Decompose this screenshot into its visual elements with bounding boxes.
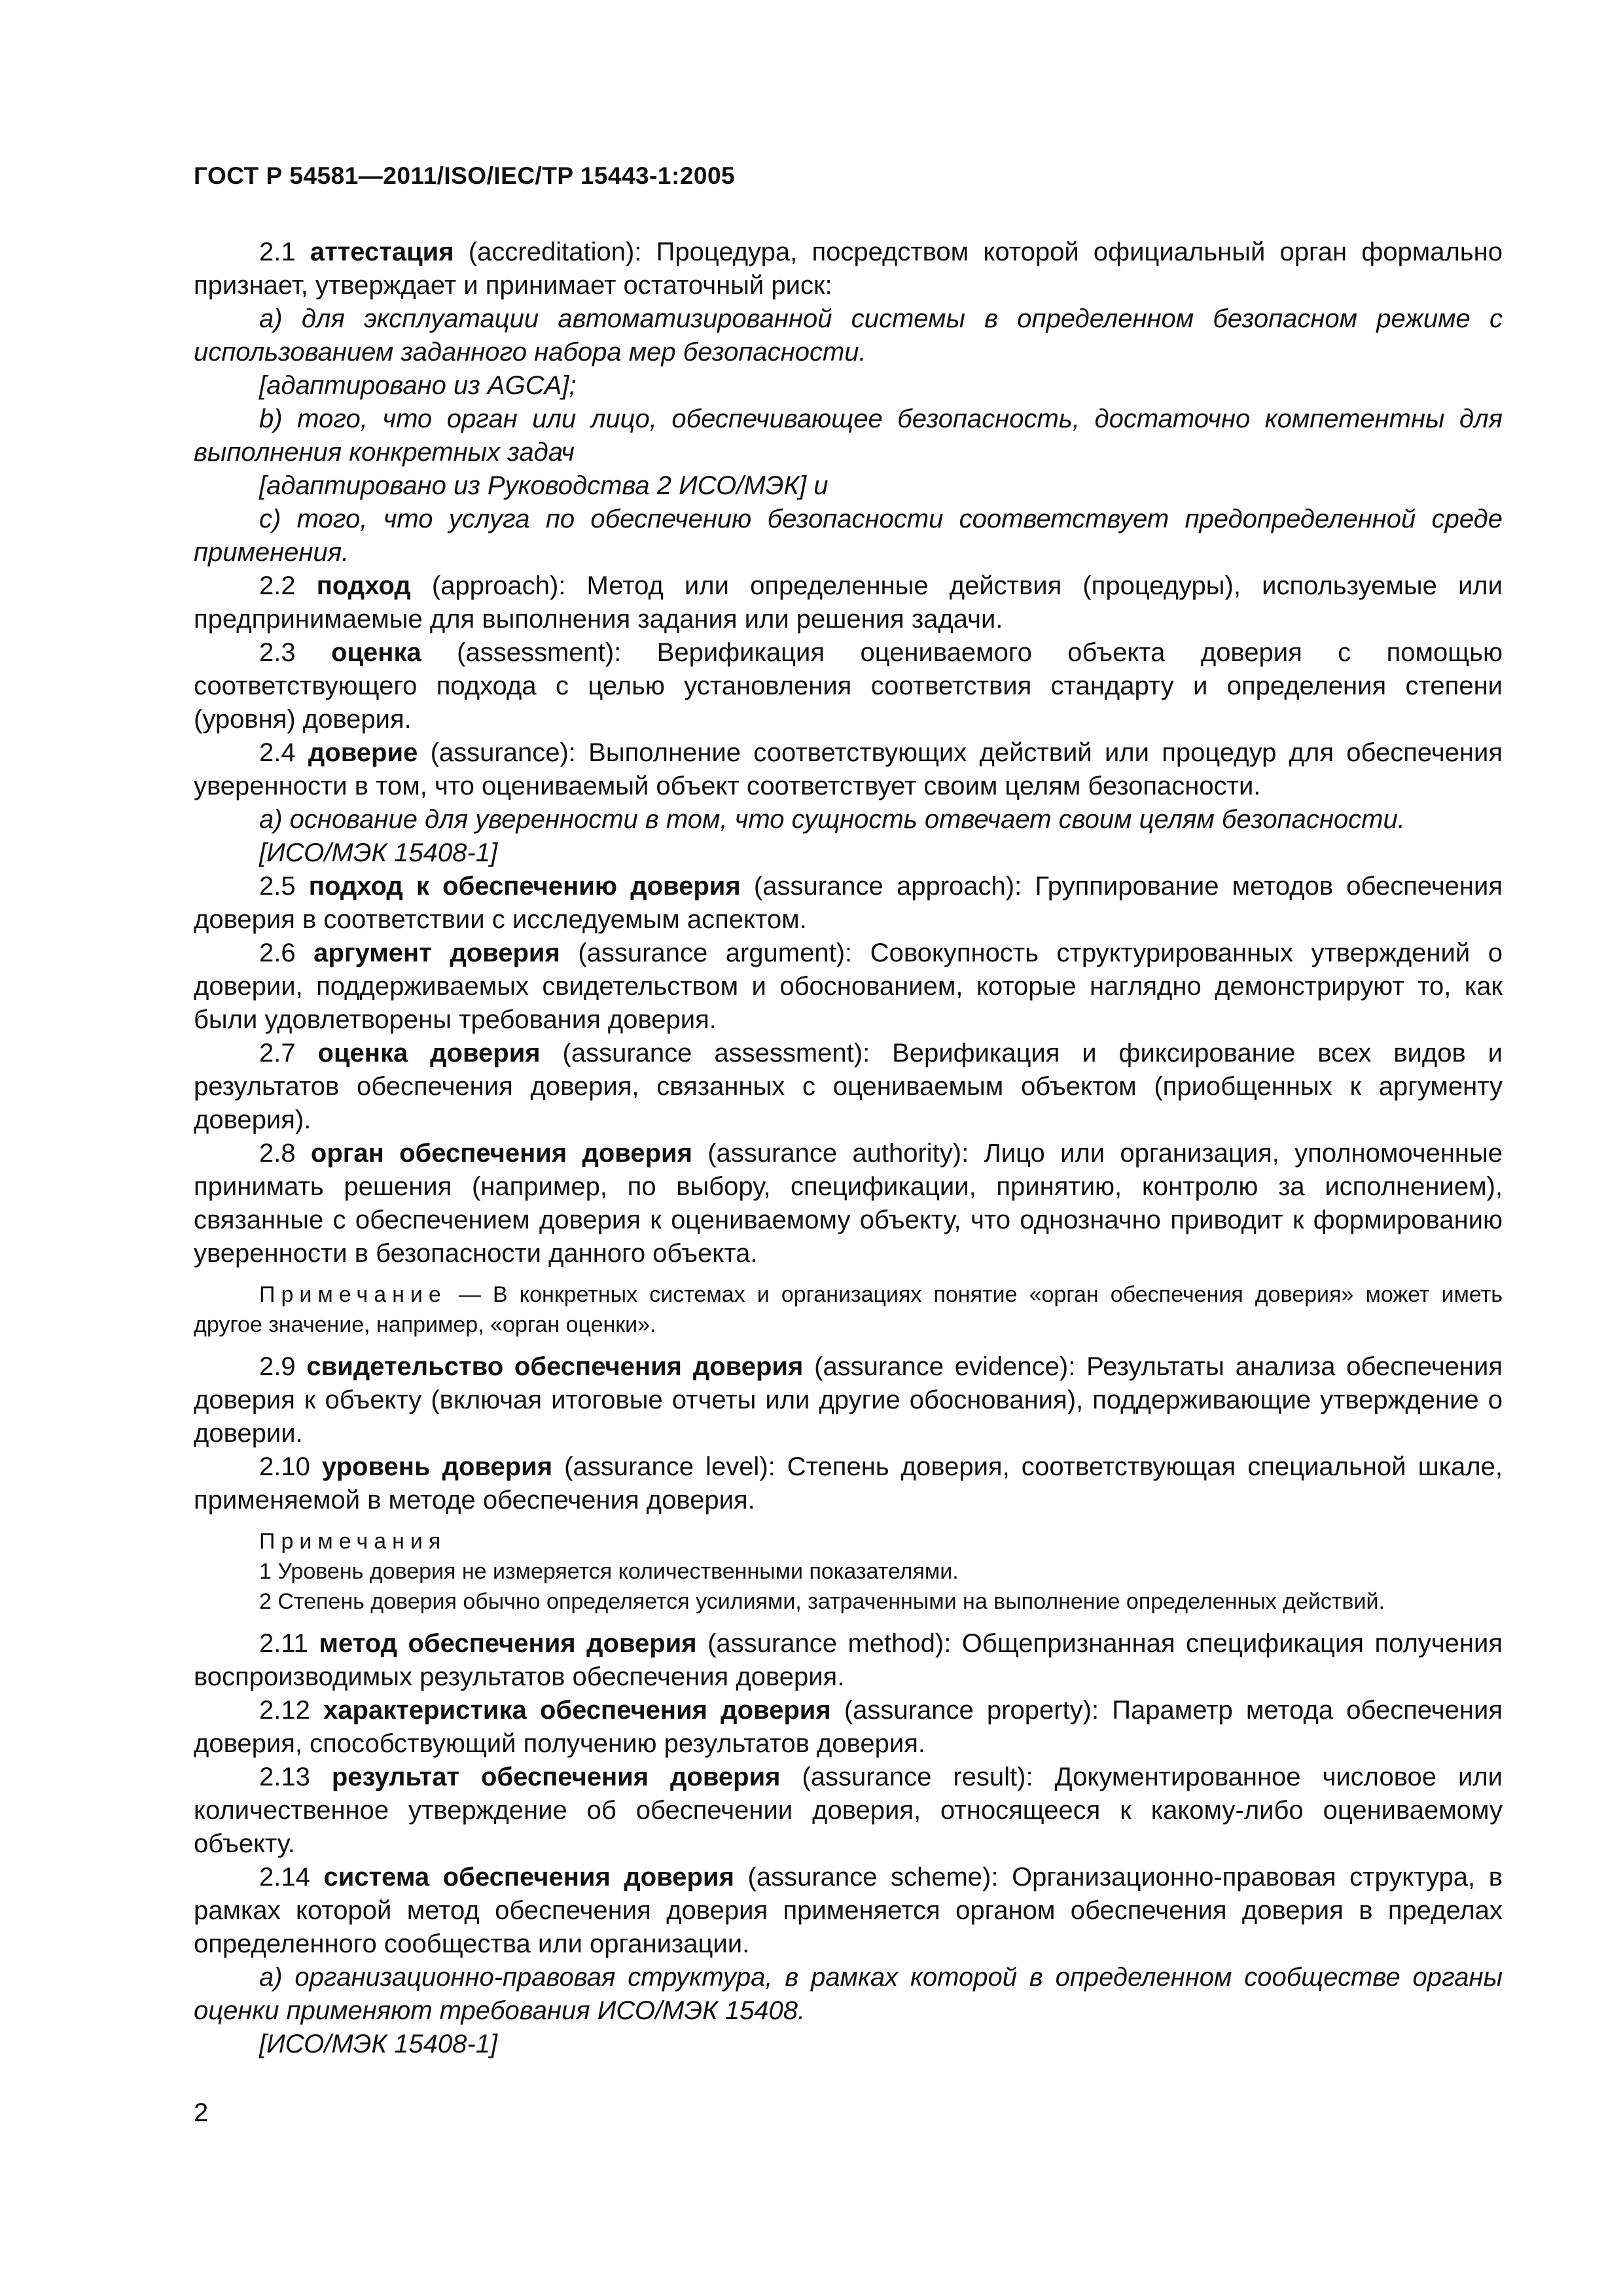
definition-sub-item: b) того, что орган или лицо, обеспечивающее безопасность, достаточно компетентны для выполнения конкретных задач: [194, 404, 1503, 467]
document-header: ГОСТ Р 54581—2011/ISO/IEC/TP 15443-1:2005: [194, 162, 736, 189]
note-2-8: Примечание — В конкретных системах и организациях понятие «орган обеспечения доверия» может иметь другое значение, например, «орган оценки».: [194, 1282, 1503, 1337]
note-item: 1 Уровень доверия не измеряется количественными показателями.: [259, 1559, 959, 1584]
reference: [ИСО/МЭК 15408-1]: [259, 838, 498, 867]
definition-2-13: 2.13 результат обеспечения доверия (assurance result): Документированное числовое или количественное утверждение об обеспечении доверия, относящееся к какому-либо оцениваемому объекту.: [194, 1763, 1503, 1858]
term: оценка: [331, 638, 421, 667]
definition-2-12: 2.12 характеристика обеспечения доверия (assurance property): Параметр метода обеспечения доверия, способствующий получению результатов доверия.: [194, 1696, 1503, 1758]
definition-2-8: 2.8 орган обеспечения доверия (assurance authority): Лицо или организация, уполномоченные принимать решения (например, по выбору, спецификации, принятию, контролю за исполнением), связанные с обеспечением доверия к оцениваемому объекту, что однозначно приводит к формированию уверенности в безопасности данного объекта.: [194, 1139, 1503, 1268]
term: доверие: [308, 738, 418, 767]
term: метод обеспечения доверия: [319, 1629, 697, 1658]
definition-2-2: 2.2 подход (approach): Метод или определенные действия (процедуры), используемые или предпринимаемые для выполнения задания или решения задачи.: [194, 571, 1503, 634]
note-item: 2 Степень доверия обычно определяется усилиями, затраченными на выполнение определенных действий.: [259, 1589, 1385, 1614]
definition-2-4: 2.4 доверие (assurance): Выполнение соответствующих действий или процедур для обеспечения уверенности в том, что оцениваемый объект соответствует своим целям безопасности.: [194, 738, 1503, 800]
reference: [адаптировано из Руководства 2 ИСО/МЭК] и: [259, 471, 829, 500]
definition-sub-item: a) для эксплуатации автоматизированной системы в определенном безопасном режиме с использованием заданного набора мер безопасности.: [194, 304, 1503, 367]
definition-2-14: 2.14 система обеспечения доверия (assurance scheme): Организационно-правовая структура, в рамках которой метод обеспечения доверия применяется органом обеспечения доверия в пределах определенного сообщества или организации.: [194, 1863, 1503, 1958]
notes-2-10: [194, 1526, 1503, 1617]
term: уровень доверия: [321, 1452, 553, 1481]
term: аргумент доверия: [313, 939, 560, 967]
definition-sub-item: a) основание для уверенности в том, что сущность отвечает своим целям безопасности.: [259, 805, 1405, 834]
page-number: 2: [194, 2098, 209, 2127]
term: подход: [316, 571, 411, 600]
document-body: [194, 236, 1503, 2061]
definition-sub-item: c) того, что услуга по обеспечению безопасности соответствует предопределенной среде применения.: [194, 505, 1503, 567]
reference: [адаптировано из AGCA];: [259, 371, 577, 400]
term: подход к обеспечению доверия: [308, 872, 741, 901]
term: результат обеспечения доверия: [331, 1763, 781, 1791]
term: оценка доверия: [317, 1039, 541, 1067]
definition-2-3: 2.3 оценка (assessment): Верификация оцениваемого объекта доверия с помощью соответствующего подхода с целью установления соответствия стандарту и определения степени (уровня) доверия.: [194, 638, 1503, 734]
notes-label: Примечания: [259, 1529, 447, 1554]
definition-2-6: 2.6 аргумент доверия (assurance argument): Совокупность структурированных утверждений о доверии, поддерживаемых свидетельством и обоснованием, которые наглядно демонстрируют то, как были удовлетворены требования доверия.: [194, 939, 1503, 1034]
term: орган обеспечения доверия: [310, 1139, 692, 1168]
definition-2-9: 2.9 свидетельство обеспечения доверия (assurance evidence): Результаты анализа обеспечения доверия к объекту (включая итоговые отчеты или другие обоснования), поддерживающие утверждение о доверии.: [194, 1352, 1503, 1448]
term: аттестация: [310, 238, 454, 266]
term: система обеспечения доверия: [323, 1863, 734, 1892]
definition-sub-item: a) организационно-правовая структура, в рамках которой в определенном сообществе органы оценки применяют требования ИСО/МЭК 15408.: [194, 1963, 1503, 2025]
definition-2-10: 2.10 уровень доверия (assurance level): Степень доверия, соответствующая специальной шкале, применяемой в методе обеспечения доверия.: [194, 1452, 1503, 1515]
definition-2-11: 2.11 метод обеспечения доверия (assurance method): Общепризнанная спецификация получения воспроизводимых результатов обеспечения доверия.: [194, 1629, 1503, 1691]
definition-2-5: 2.5 подход к обеспечению доверия (assurance approach): Группирование методов обеспечения доверия в соответствии с исследуемым аспектом.: [194, 872, 1503, 934]
reference: [ИСО/МЭК 15408-1]: [259, 2030, 498, 2058]
definition-2-1: 2.1 аттестация (accreditation): Процедура, посредством которой официальный орган формально признает, утверждает и принимает остаточный риск:: [194, 238, 1503, 300]
note-label: Примечание: [259, 1282, 447, 1307]
definition-2-7: 2.7 оценка доверия (assurance assessment): Верификация и фиксирование всех видов и результатов обеспечения доверия, связанных с оцениваемым объектом (приобщенных к аргументу доверия).: [194, 1039, 1503, 1134]
term: свидетельство обеспечения доверия: [306, 1352, 804, 1381]
term: характеристика обеспечения доверия: [323, 1696, 831, 1725]
